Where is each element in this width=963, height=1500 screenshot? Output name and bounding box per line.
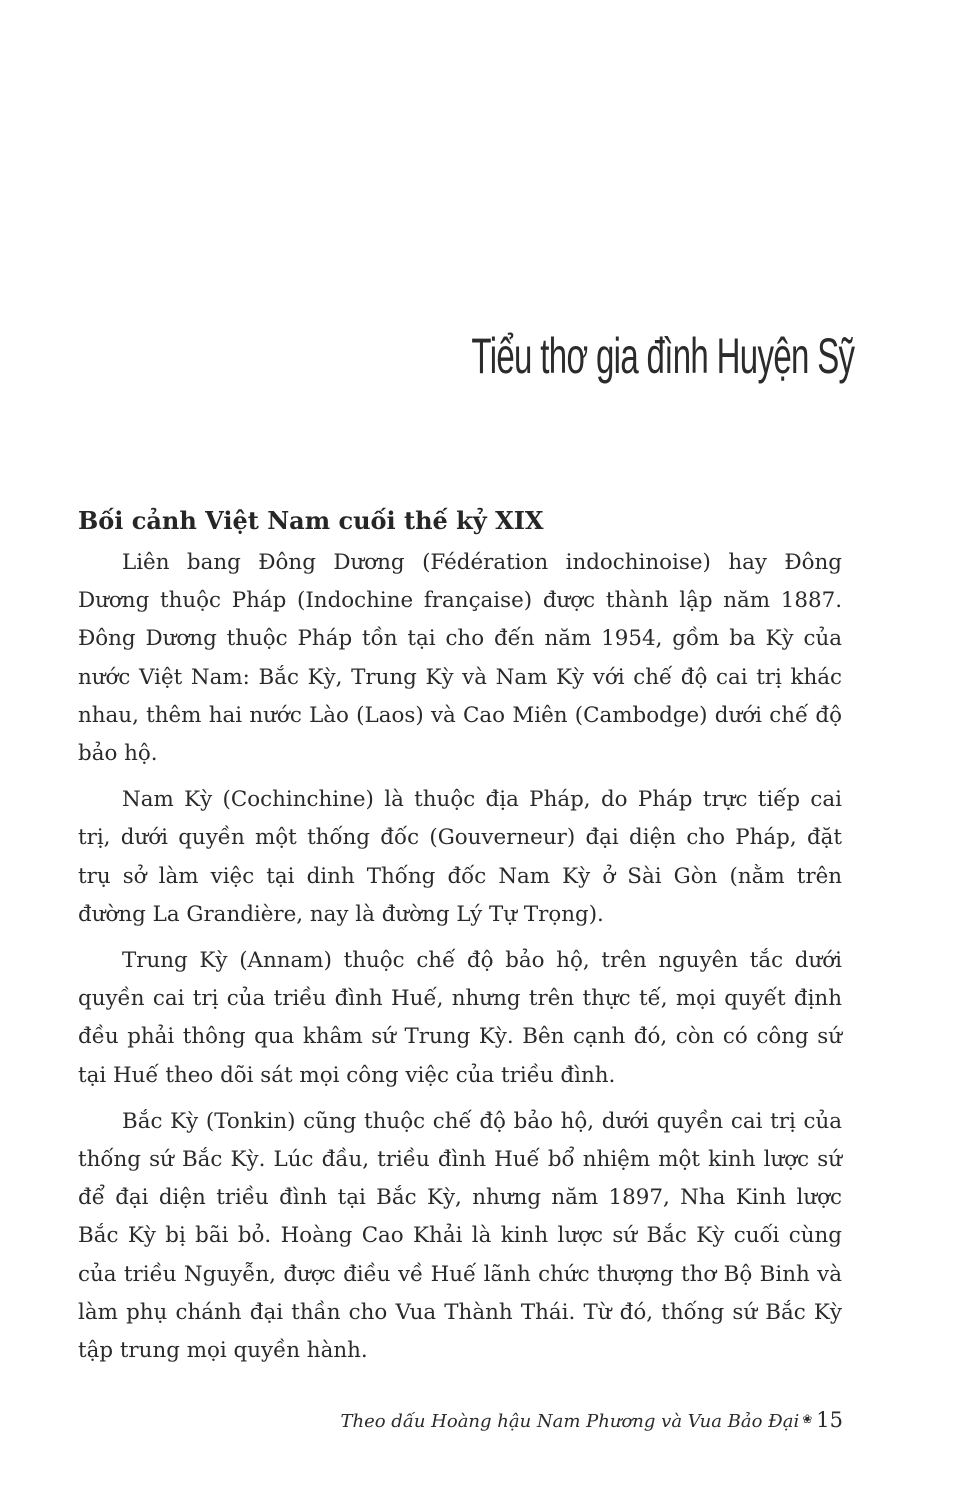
section-heading: Bối cảnh Việt Nam cuối thế kỷ XIX: [78, 506, 544, 535]
body-text: [78, 544, 842, 1378]
page-number: 15: [816, 1408, 843, 1432]
paragraph-3: Trung Kỳ (Annam) thuộc chế độ bảo hộ, trên nguyên tắc dưới quyền cai trị của triều đình Huế, nhưng trên thực tế, mọi quyết định đều phải thông qua khâm sứ Trung Kỳ. Bên cạnh đó, còn có công sứ tại Huế theo dõi sát mọi công việc của triều đình.: [78, 948, 842, 1088]
paragraph-1: Liên bang Đông Dương (Fédération indochinoise) hay Đông Dương thuộc Pháp (Indochine française) được thành lập năm 1887. Đông Dương thuộc Pháp tồn tại cho đến năm 1954, gồm ba Kỳ của nước Việt Nam: Bắc Kỳ, Trung Kỳ và Nam Kỳ với chế độ cai trị khác nhau, thêm hai nước Lào (Laos) và Cao Miên (Cambodge) dưới chế độ bảo hộ.: [78, 550, 842, 767]
footer-book-title: Theo dấu Hoàng hậu Nam Phương và Vua Bảo Đại: [340, 1411, 800, 1432]
chapter-title: Tiểu thơ gia đình Huyện Sỹ: [471, 328, 855, 384]
page-footer: [300, 1404, 843, 1437]
paragraph-2: Nam Kỳ (Cochinchine) là thuộc địa Pháp, do Pháp trực tiếp cai trị, dưới quyền một thống đốc (Gouverneur) đại diện cho Pháp, đặt trụ sở làm việc tại dinh Thống đốc Nam Kỳ ở Sài Gòn (nằm trên đường La Grandière, nay là đường Lý Tự Trọng).: [78, 787, 842, 927]
flower-ornament-icon: ❀: [802, 1412, 813, 1426]
paragraph-4: Bắc Kỳ (Tonkin) cũng thuộc chế độ bảo hộ, dưới quyền cai trị của thống sứ Bắc Kỳ. Lúc đầu, triều đình Huế bổ nhiệm một kinh lược sứ để đại diện triều đình tại Bắc Kỳ, nhưng năm 1897, Nha Kinh lược Bắc Kỳ bị bãi bỏ. Hoàng Cao Khải là kinh lược sứ Bắc Kỳ cuối cùng của triều Nguyễn, được điều về Huế lãnh chức thượng thơ Bộ Binh và làm phụ chánh đại thần cho Vua Thành Thái. Từ đó, thống sứ Bắc Kỳ tập trung mọi quyền hành.: [78, 1108, 842, 1364]
